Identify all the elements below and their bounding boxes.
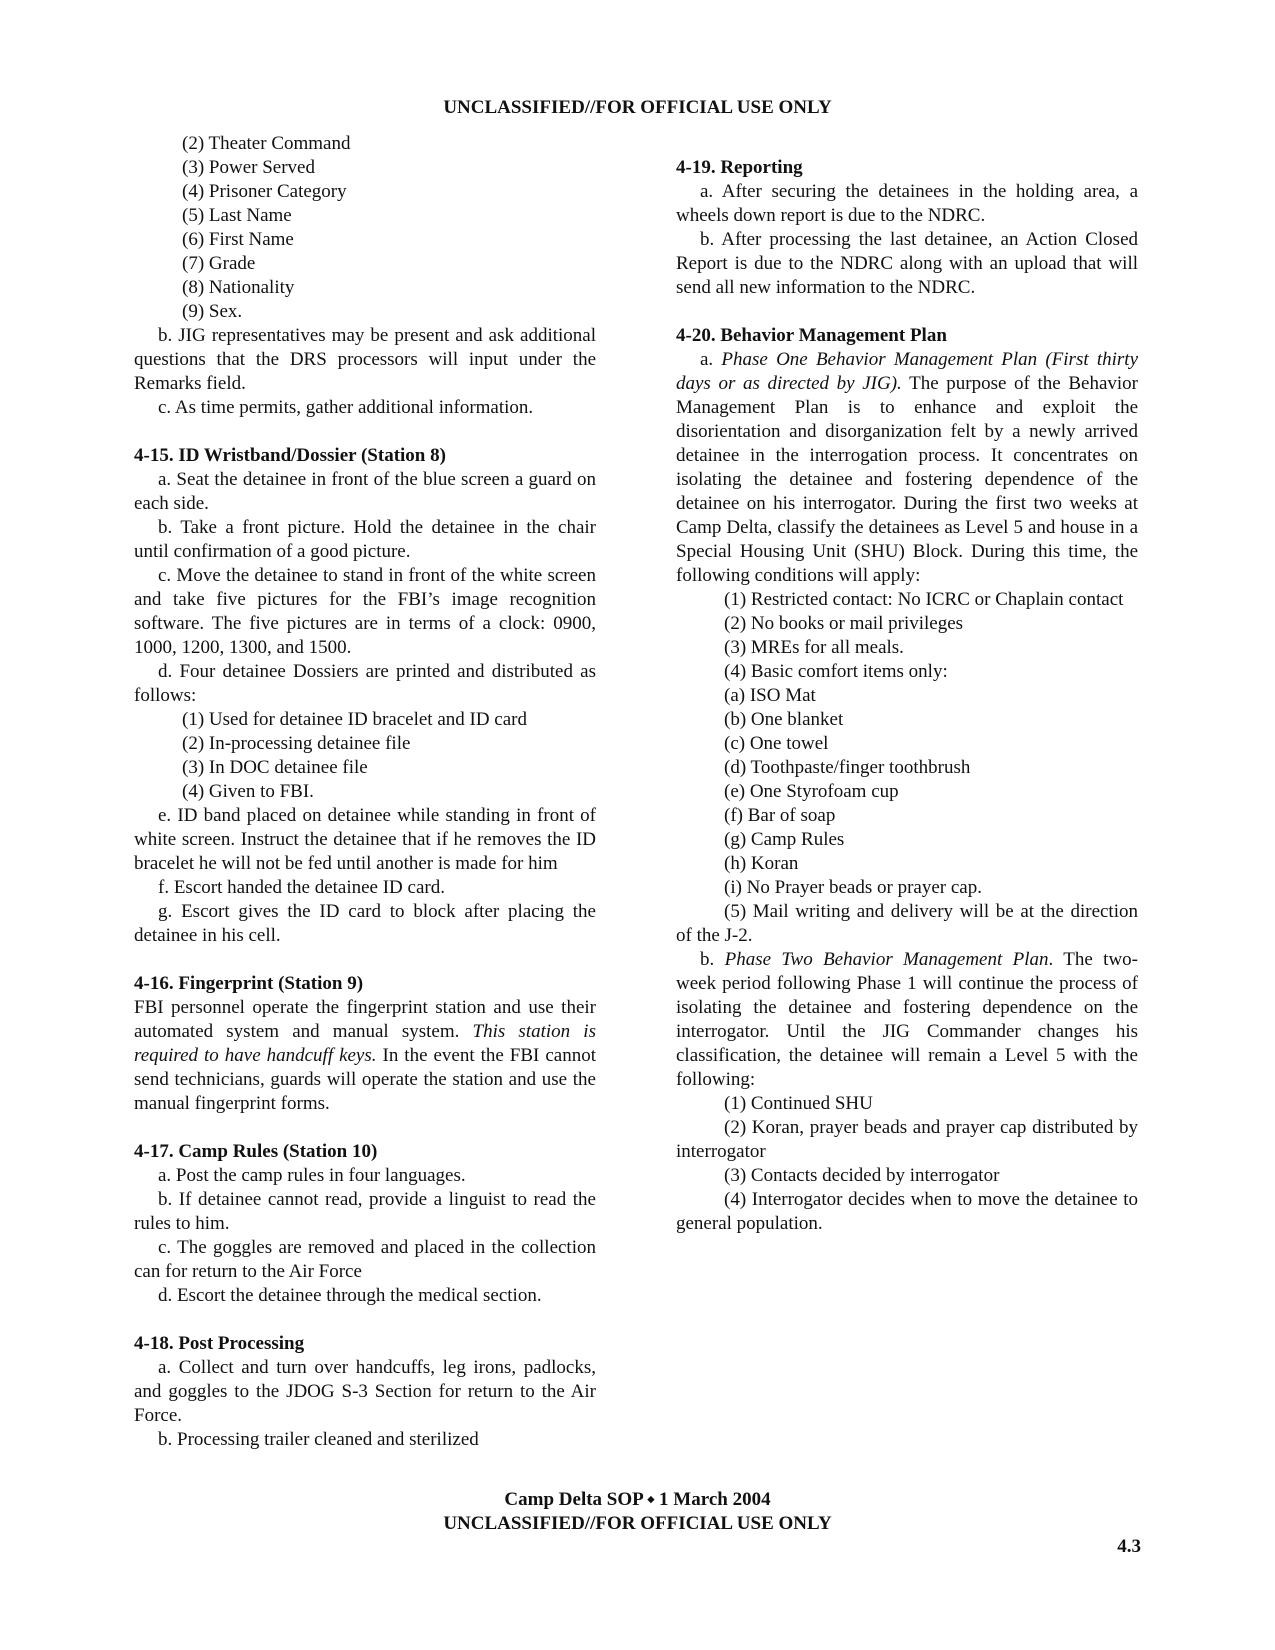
list-item: (i) No Prayer beads or prayer cap. — [724, 877, 982, 898]
list-item: (5) Last Name — [182, 205, 292, 226]
text: FBI personnel operate the fingerprint station and use their automated system and manual system. — [134, 997, 596, 1042]
list-item: (4) Prisoner Category — [182, 181, 347, 202]
paragraph: b. Take a front picture. Hold the detainee in the chair until confirmation of a good picture. — [134, 517, 596, 562]
italic-text: This station is required to have handcuff keys. — [134, 1021, 596, 1066]
list-item: (1) Continued SHU — [724, 1093, 873, 1114]
text: In the event the FBI cannot send technicians, guards will operate the station and use the manual fingerprint forms. — [134, 1045, 596, 1114]
list-item: (9) Sex. — [182, 301, 243, 322]
section-title-4-18: 4-18. Post Processing — [134, 1333, 305, 1354]
list-item: (8) Nationality — [182, 277, 295, 298]
paragraph: d. Four detainee Dossiers are printed and distributed as follows: — [134, 661, 596, 706]
paragraph: a. Collect and turn over handcuffs, leg irons, padlocks, and goggles to the JDOG S-3 Section for return to the Air Force. — [134, 1357, 596, 1426]
list-item: (d) Toothpaste/finger toothbrush — [724, 757, 971, 778]
list-item: (2) In-processing detainee file — [182, 733, 411, 754]
list-item: (7) Grade — [182, 253, 256, 274]
list-item: (g) Camp Rules — [724, 829, 845, 850]
section-title-4-19: 4-19. Reporting — [676, 157, 803, 178]
list-item: (1) Restricted contact: No ICRC or Chaplain contact — [724, 589, 1124, 610]
list-item: (3) MREs for all meals. — [724, 637, 904, 658]
list-item: (3) Power Served — [182, 157, 315, 178]
paragraph — [676, 948, 1138, 1092]
text: . The two-week period following Phase 1 will continue the process of isolating the detainee and fostering dependence on the interrogator. Until the JIG Commander changes his classification, the detainee will remain a Level 5 with the following: — [676, 949, 1138, 1090]
left-column — [134, 132, 596, 1452]
italic-text: Phase Two Behavior Management Plan — [724, 949, 1049, 970]
paragraph: a. After securing the detainees in the holding area, a wheels down report is due to the NDRC. — [676, 181, 1138, 226]
page-number: 4.3 — [1117, 1536, 1141, 1557]
paragraph: c. The goggles are removed and placed in the collection can for return to the Air Force — [134, 1237, 596, 1282]
list-item: (5) Mail writing and delivery will be at the direction of the J-2. — [676, 901, 1138, 946]
paragraph — [134, 996, 596, 1116]
list-item: (4) Basic comfort items only: — [724, 661, 948, 682]
paragraph: b. If detainee cannot read, provide a linguist to read the rules to him. — [134, 1189, 596, 1234]
paragraph-b: b. JIG representatives may be present and ask additional questions that the DRS processors will input under the Remarks field. — [134, 325, 596, 394]
paragraph: b. After processing the last detainee, an Action Closed Report is due to the NDRC along with an upload that will send all new information to the NDRC. — [676, 229, 1138, 298]
text: The purpose of the Behavior Management Plan is to enhance and exploit the disorientation and disorganization felt by a newly arrived detainee in the interrogation process. It concentrates on isolating the detainee and fostering dependence of the detainee on his interrogator. During the first two weeks at Camp Delta, classify the detainees as Level 5 and house in a Special Housing Unit (SHU) Block. During this time, the following conditions will apply: — [676, 373, 1138, 586]
classification-header: UNCLASSIFIED//FOR OFFICIAL USE ONLY — [443, 97, 832, 118]
classification-footer: UNCLASSIFIED//FOR OFFICIAL USE ONLY — [443, 1513, 832, 1534]
section-title-4-20: 4-20. Behavior Management Plan — [676, 325, 947, 346]
section-title-4-17: 4-17. Camp Rules (Station 10) — [134, 1141, 378, 1162]
list-item: (6) First Name — [182, 229, 294, 250]
list-item: (b) One blanket — [724, 709, 844, 730]
list-item: (4) Interrogator decides when to move the detainee to general population. — [676, 1189, 1138, 1234]
paragraph: b. Processing trailer cleaned and sterilized — [158, 1429, 479, 1450]
paragraph: a. Post the camp rules in four languages. — [158, 1165, 466, 1186]
list-item: (2) Theater Command — [182, 133, 351, 154]
paragraph: c. Move the detainee to stand in front of the white screen and take five pictures for the FBI’s image recognition software. The five pictures are in terms of a clock: 0900, 1000, 1200, 1300, and 1500. — [134, 565, 596, 658]
list-item: (4) Given to FBI. — [182, 781, 314, 802]
list-item: (a) ISO Mat — [724, 685, 816, 706]
section-title-4-16: 4-16. Fingerprint (Station 9) — [134, 973, 364, 994]
list-item: (c) One towel — [724, 733, 829, 754]
footer-title: Camp Delta SOP ⬩ 1 March 2004 — [504, 1489, 771, 1510]
paragraph-c: c. As time permits, gather additional information. — [158, 397, 534, 418]
list-item: (2) No books or mail privileges — [724, 613, 964, 634]
paragraph: a. Seat the detainee in front of the blue screen a guard on each side. — [134, 469, 596, 514]
text: a. — [700, 349, 714, 370]
right-column — [676, 132, 1138, 1236]
paragraph: g. Escort gives the ID card to block after placing the detainee in his cell. — [134, 901, 596, 946]
paragraph — [676, 348, 1138, 588]
paragraph: f. Escort handed the detainee ID card. — [158, 877, 445, 898]
list-item: (1) Used for detainee ID bracelet and ID card — [182, 709, 527, 730]
paragraph: e. ID band placed on detainee while standing in front of white screen. Instruct the detainee that if he removes the ID bracelet he will not be fed until another is made for him — [134, 805, 596, 874]
italic-text: Phase One Behavior Management Plan (First thirty days or as directed by JIG). — [676, 349, 1139, 394]
section-title-4-15: 4-15. ID Wristband/Dossier (Station 8) — [134, 445, 446, 466]
list-item: (3) In DOC detainee file — [182, 757, 368, 778]
paragraph: d. Escort the detainee through the medical section. — [158, 1285, 542, 1306]
list-item: (3) Contacts decided by interrogator — [724, 1165, 1000, 1186]
text: b. — [700, 949, 715, 970]
list-item: (f) Bar of soap — [724, 805, 836, 826]
list-item: (h) Koran — [724, 853, 799, 874]
list-item: (e) One Styrofoam cup — [724, 781, 899, 802]
list-item: (2) Koran, prayer beads and prayer cap distributed by interrogator — [676, 1117, 1138, 1162]
footer — [0, 1488, 1275, 1536]
